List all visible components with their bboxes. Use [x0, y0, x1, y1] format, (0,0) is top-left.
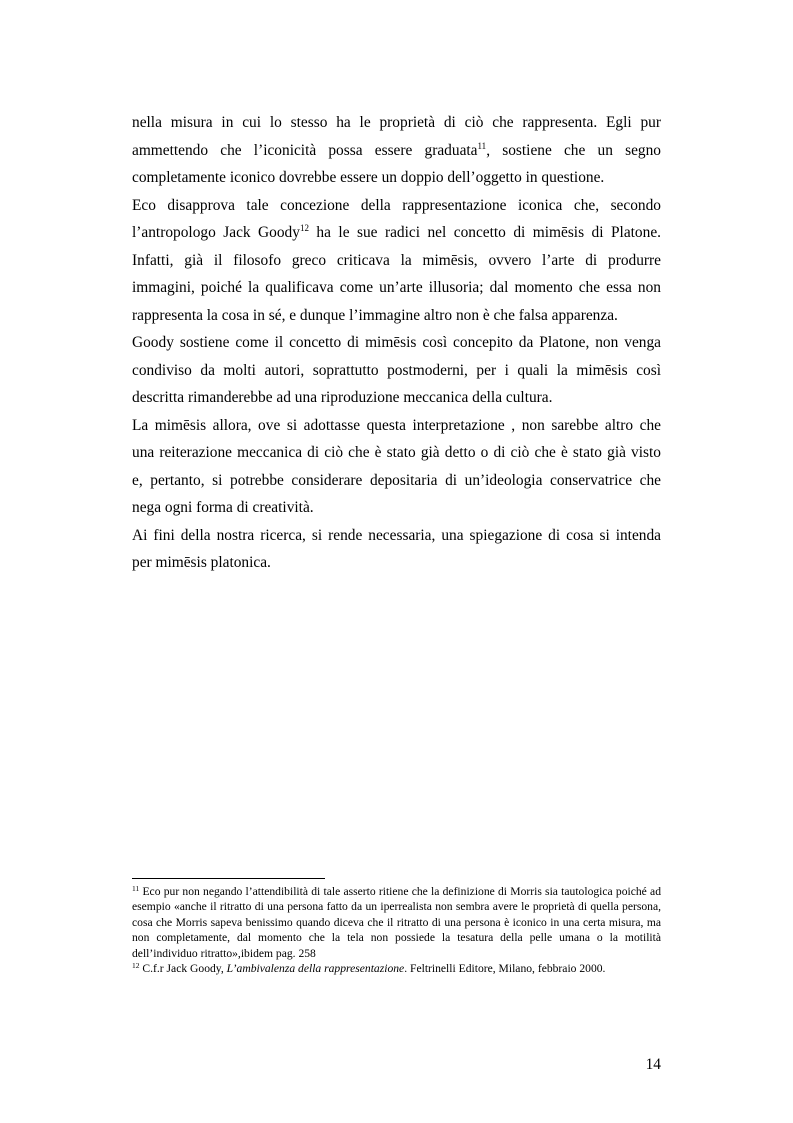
text-line: nella misura in cui lo stesso ha le proprietà di ciò che rappresenta. Egli pur	[132, 114, 661, 131]
cited-work-title: L’ambivalenza della rappresentazione	[226, 962, 405, 976]
text-line: Goody sostiene come il concetto di mimēsis così concepito da Platone, non venga	[132, 334, 661, 351]
text-line: completamente iconico dovrebbe essere un doppio dell’oggetto in questione.	[132, 169, 605, 186]
text-line	[132, 219, 661, 247]
paragraph-5	[132, 522, 661, 577]
page-number: 14	[645, 1056, 661, 1073]
text-segment: ha le sue radici nel concetto di mimēsis di Platone.	[308, 224, 661, 241]
text-line: una reiterazione meccanica di ciò che è stato già detto o di ciò che è stato già visto	[132, 444, 661, 461]
footnotes	[132, 884, 661, 976]
footnote-ref-12: 12	[299, 223, 309, 233]
text-line	[132, 137, 661, 165]
footnote-number: 11	[132, 884, 140, 893]
footnote-number: 12	[132, 961, 140, 971]
paragraph-2	[132, 192, 661, 330]
footnote-12	[132, 961, 661, 976]
footnote-ref-11: 11	[477, 140, 487, 151]
text-line: La mimēsis allora, ove si adottasse questa interpretazione , non sarebbe altro che	[132, 416, 661, 434]
text-segment: l’antropologo Jack Goody	[132, 224, 300, 241]
body-text	[132, 109, 661, 577]
paragraph-4	[132, 412, 661, 522]
text-line: condiviso da molti autori, soprattutto postmoderni, per i quali la mimēsis così	[132, 361, 661, 379]
paragraph-1	[132, 109, 661, 192]
text-line: nega ogni forma di creatività.	[132, 499, 314, 516]
text-line: Eco disapprova tale concezione della rappresentazione iconica che, secondo	[132, 196, 661, 214]
footnote-separator	[132, 878, 325, 879]
footnote-text: Eco pur non negando l’attendibilità di tale asserto ritiene che la definizione di Morris sia tautologica poiché ad esempio «anche il ritratto di una persona fatto da un iperrealista non sembra avere le proprietà di quella persona, cosa che Morris sapeva benissimo quando diceva che il ritratto di una persona è iconico in una certa misura, ma non completamente, dal momento che la tela non possiede la tesatura della pelle umana o la motilità dell’individuo ritratto»,ibidem pag. 258	[132, 885, 661, 960]
footnote-text: . Feltrinelli Editore, Milano, febbraio 2000.	[404, 962, 606, 976]
text-line: Ai fini della nostra ricerca, si rende necessaria, una spiegazione di cosa si intenda	[132, 526, 661, 544]
footnote-text: C.f.r Jack Goody,	[139, 962, 227, 976]
text-segment: ammettendo che l’iconicità possa essere graduata	[132, 141, 478, 159]
text-line: per mimēsis platonica.	[132, 554, 271, 571]
text-line: e, pertanto, si potrebbe considerare depositaria di un’ideologia conservatrice che	[132, 471, 661, 489]
text-line: immagini, poiché la qualificava come un’arte illusoria; dal momento che essa non	[132, 279, 661, 296]
paragraph-3	[132, 329, 661, 412]
text-line: descritta rimanderebbe ad una riproduzione meccanica della cultura.	[132, 389, 553, 406]
text-line: rappresenta la cosa in sé, e dunque l’immagine altro non è che falsa apparenza.	[132, 306, 618, 324]
text-line: Infatti, già il filosofo greco criticava la mimēsis, ovvero l’arte di produrre	[132, 251, 661, 269]
text-segment: , sostiene che un segno	[486, 141, 661, 159]
footnote-11	[132, 884, 661, 961]
